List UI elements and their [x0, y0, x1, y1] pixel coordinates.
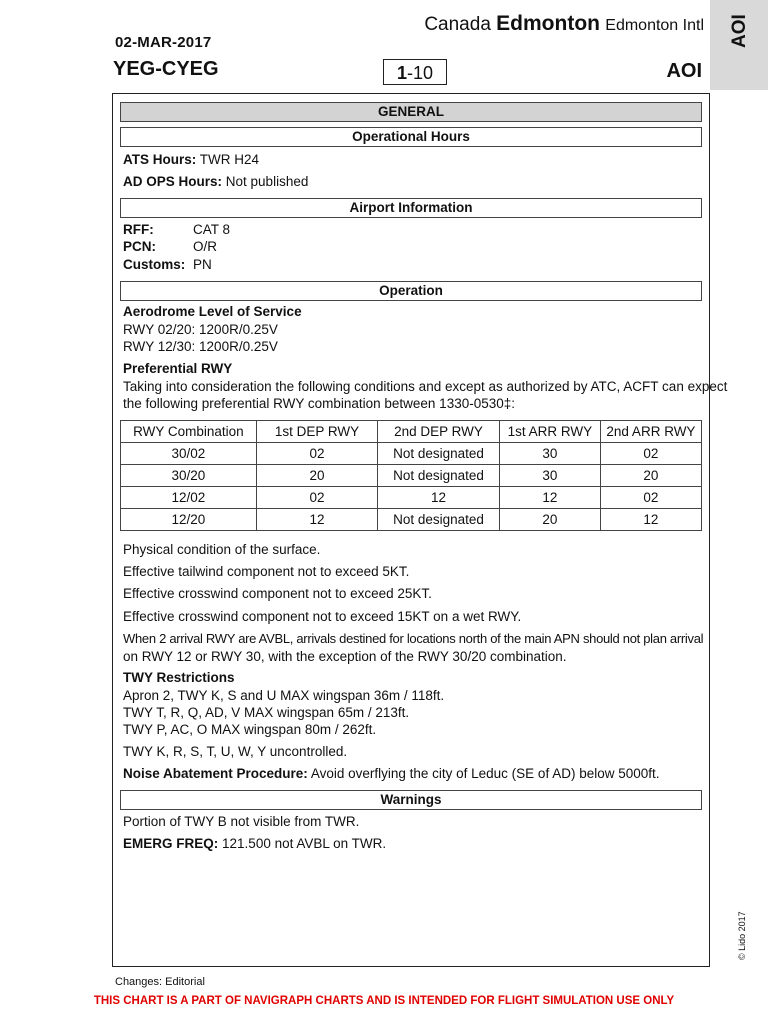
airport-location: [424, 12, 704, 36]
condition-1: Physical condition of the surface.: [123, 542, 321, 557]
table-header-row: [121, 421, 702, 443]
adops-hours: [123, 173, 308, 190]
section-tab-label: AOI: [729, 14, 750, 48]
warnings-bar: Warnings: [120, 790, 702, 810]
twy-restriction-1: Apron 2, TWY K, S and U MAX wingspan 36m / 118ft.: [123, 688, 445, 703]
col-header: RWY Combination: [121, 421, 257, 443]
page-number: [383, 59, 447, 85]
rff-label: RFF:: [123, 222, 154, 237]
twy-restriction-3: TWY P, AC, O MAX wingspan 80m / 262ft.: [123, 722, 377, 737]
pref-text-2: the following preferential RWY combination between 1330-0530‡:: [123, 396, 516, 411]
noise-abatement: [123, 765, 660, 782]
pcn-value: O/R: [193, 239, 218, 254]
rff-row: [123, 221, 230, 238]
condition-2: Effective tailwind component not to exceed 5KT.: [123, 564, 410, 579]
arrival-text-1: When 2 arrival RWY are AVBL, arrivals destined for locations north of the main APN should not plan arrival: [123, 631, 704, 646]
airport-code: YEG-CYEG: [113, 58, 219, 80]
runway-combination-table: [120, 420, 702, 531]
twy-heading: [123, 669, 235, 686]
customs-row: [123, 256, 212, 273]
twy-restriction-4: TWY K, R, S, T, U, W, Y uncontrolled.: [123, 744, 348, 759]
adops-value: Not published: [225, 174, 309, 189]
pref-text-1: Taking into consideration the following conditions and except as authorized by ATC, ACFT can expect: [123, 379, 728, 394]
rwy-service-2: RWY 12/30: 1200R/0.25V: [123, 339, 278, 354]
table-cell: 12/20: [121, 509, 257, 531]
table-row: [121, 465, 702, 487]
noise-value: Avoid overflying the city of Leduc (SE of AD) below 5000ft.: [310, 766, 660, 781]
copyright-notice: © Lido 2017: [737, 911, 747, 960]
rff-value: CAT 8: [193, 222, 231, 237]
noise-label: Noise Abatement Procedure:: [123, 766, 308, 781]
preferential-heading-text: Preferential RWY: [123, 361, 233, 376]
table-row: [121, 443, 702, 465]
airport-information-bar: Airport Information: [120, 198, 702, 218]
arrival-text-2: on RWY 12 or RWY 30, with the exception of the RWY 30/20 combination.: [123, 649, 567, 664]
section-tab: [710, 0, 768, 90]
section-code: AOI: [666, 60, 702, 82]
col-header: 1st ARR RWY: [499, 421, 600, 443]
table-cell: Not designated: [378, 509, 500, 531]
table-cell: 02: [256, 443, 378, 465]
col-header: 1st DEP RWY: [256, 421, 378, 443]
pcn-row: [123, 238, 217, 255]
table-cell: 30/20: [121, 465, 257, 487]
customs-value: PN: [193, 257, 212, 272]
rwy-service-1: RWY 02/20: 1200R/0.25V: [123, 322, 278, 337]
condition-3: Effective crosswind component not to exceed 25KT.: [123, 586, 432, 601]
table-cell: 12: [600, 509, 701, 531]
airport-name: Edmonton Intl: [605, 17, 704, 34]
table-cell: 20: [600, 465, 701, 487]
content-frame: [112, 93, 728, 967]
general-bar: GENERAL: [120, 102, 702, 122]
emerg-value: 121.500 not AVBL on TWR.: [222, 836, 387, 851]
table-row: [121, 487, 702, 509]
page-suffix: -10: [407, 63, 434, 83]
col-header: 2nd DEP RWY: [378, 421, 500, 443]
emerg-label: EMERG FREQ:: [123, 836, 219, 851]
condition-4: Effective crosswind component not to exceed 15KT on a wet RWY.: [123, 609, 522, 624]
navigraph-disclaimer: THIS CHART IS A PART OF NAVIGRAPH CHARTS AND IS INTENDED FOR FLIGHT SIMULATION USE ONLY: [93, 995, 675, 1007]
table-cell: 12: [499, 487, 600, 509]
aerodrome-heading: [123, 303, 302, 320]
twy-restriction-2: TWY T, R, Q, AD, V MAX wingspan 65m / 213ft.: [123, 705, 410, 720]
table-cell: 12: [256, 509, 378, 531]
emerg-freq: [123, 835, 386, 852]
table-cell: 12/02: [121, 487, 257, 509]
table-cell: 30/02: [121, 443, 257, 465]
twy-heading-text: TWY Restrictions: [123, 670, 235, 685]
col-header: 2nd ARR RWY: [600, 421, 701, 443]
table-cell: Not designated: [378, 465, 500, 487]
table-row: [121, 509, 702, 531]
pcn-label: PCN:: [123, 239, 156, 254]
page-prefix: 1: [396, 63, 407, 83]
customs-label: Customs:: [123, 257, 186, 272]
table-cell: 20: [256, 465, 378, 487]
table-cell: 20: [499, 509, 600, 531]
aerodrome-heading-text: Aerodrome Level of Service: [123, 304, 302, 319]
operation-bar: Operation: [120, 281, 702, 301]
table-cell: 02: [600, 443, 701, 465]
table-cell: 02: [600, 487, 701, 509]
table-cell: 12: [378, 487, 500, 509]
ats-hours: [123, 151, 259, 168]
preferential-heading: [123, 360, 232, 377]
operational-hours-bar: Operational Hours: [120, 127, 702, 147]
table-cell: 30: [499, 465, 600, 487]
ats-value: TWR H24: [199, 152, 260, 167]
table-cell: 30: [499, 443, 600, 465]
changes-note: Changes: Editorial: [115, 976, 205, 988]
table-cell: Not designated: [378, 443, 500, 465]
country: Canada: [424, 14, 491, 35]
city: Edmonton: [496, 12, 600, 35]
table-cell: 02: [256, 487, 378, 509]
warning-1: Portion of TWY B not visible from TWR.: [123, 814, 360, 829]
chart-date: 02-MAR-2017: [115, 34, 212, 51]
ats-label: ATS Hours:: [123, 152, 197, 167]
adops-label: AD OPS Hours:: [123, 174, 223, 189]
